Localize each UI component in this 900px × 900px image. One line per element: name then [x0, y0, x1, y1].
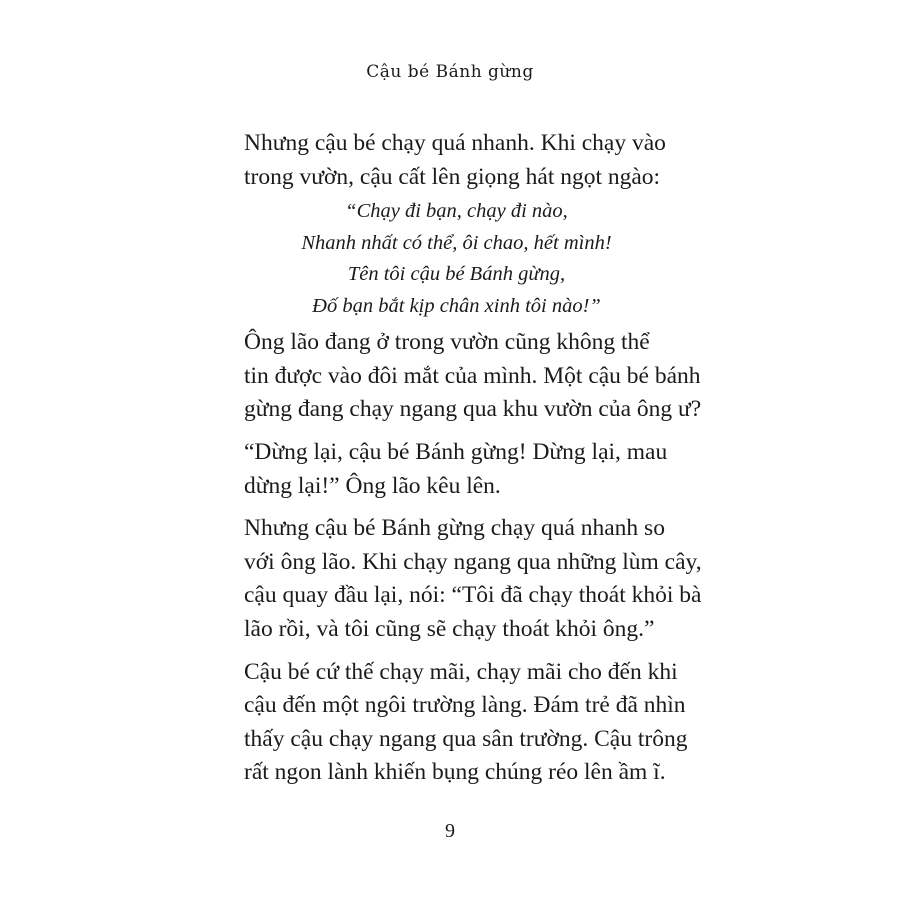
- paragraph-line: Cậu bé cứ thế chạy mãi, chạy mãi cho đến khi: [244, 658, 678, 685]
- running-head: Cậu bé Bánh gừng: [366, 62, 534, 82]
- paragraph-line: cậu đến một ngôi trường làng. Đám trẻ đã nhìn: [244, 692, 686, 719]
- body-text: [219, 127, 702, 790]
- paragraph-line: “Dừng lại, cậu bé Bánh gừng! Dừng lại, mau: [244, 438, 668, 465]
- page-number: 9: [445, 820, 455, 842]
- paragraph-5: [219, 656, 694, 790]
- paragraph-line: tin được vào đôi mắt của mình. Một cậu bé bánh: [244, 362, 701, 389]
- paragraph-line: gừng đang chạy ngang qua khu vườn của ông ư?: [244, 396, 702, 423]
- paragraph-4: [219, 512, 702, 646]
- verse-line: Nhanh nhất có thể, ôi chao, hết mình!: [301, 231, 612, 254]
- paragraph-line: với ông lão. Khi chạy ngang qua những lùm cây,: [244, 548, 702, 575]
- paragraph-line: thấy cậu chạy ngang qua sân trường. Cậu trông: [244, 725, 688, 752]
- paragraph-1: [219, 127, 694, 194]
- verse-line: Tên tôi cậu bé Bánh gừng,: [347, 263, 566, 286]
- paragraph-2: [219, 326, 702, 427]
- paragraph-line: cậu quay đầu lại, nói: “Tôi đã chạy thoát khỏi bà: [244, 582, 702, 609]
- verse-line: “Chạy đi bạn, chạy đi nào,: [345, 200, 568, 223]
- paragraph-line: dừng lại!” Ông lão kêu lên.: [244, 472, 501, 499]
- paragraph-line: rất ngon lành khiến bụng chúng réo lên ầm ĩ.: [244, 759, 666, 786]
- song-verse: [219, 196, 694, 322]
- paragraph-3: [219, 436, 694, 503]
- paragraph-line: Nhưng cậu bé Bánh gừng chạy quá nhanh so: [244, 515, 665, 542]
- paragraph-line: Ông lão đang ở trong vườn cũng không thể: [244, 329, 650, 356]
- paragraph-line: Nhưng cậu bé chạy quá nhanh. Khi chạy vào: [244, 130, 666, 156]
- paragraph-line: trong vườn, cậu cất lên giọng hát ngọt ngào:: [244, 163, 661, 190]
- paragraph-line: lão rồi, và tôi cũng sẽ chạy thoát khỏi ông.”: [244, 615, 655, 642]
- verse-line: Đố bạn bắt kịp chân xinh tôi nào!”: [312, 294, 601, 317]
